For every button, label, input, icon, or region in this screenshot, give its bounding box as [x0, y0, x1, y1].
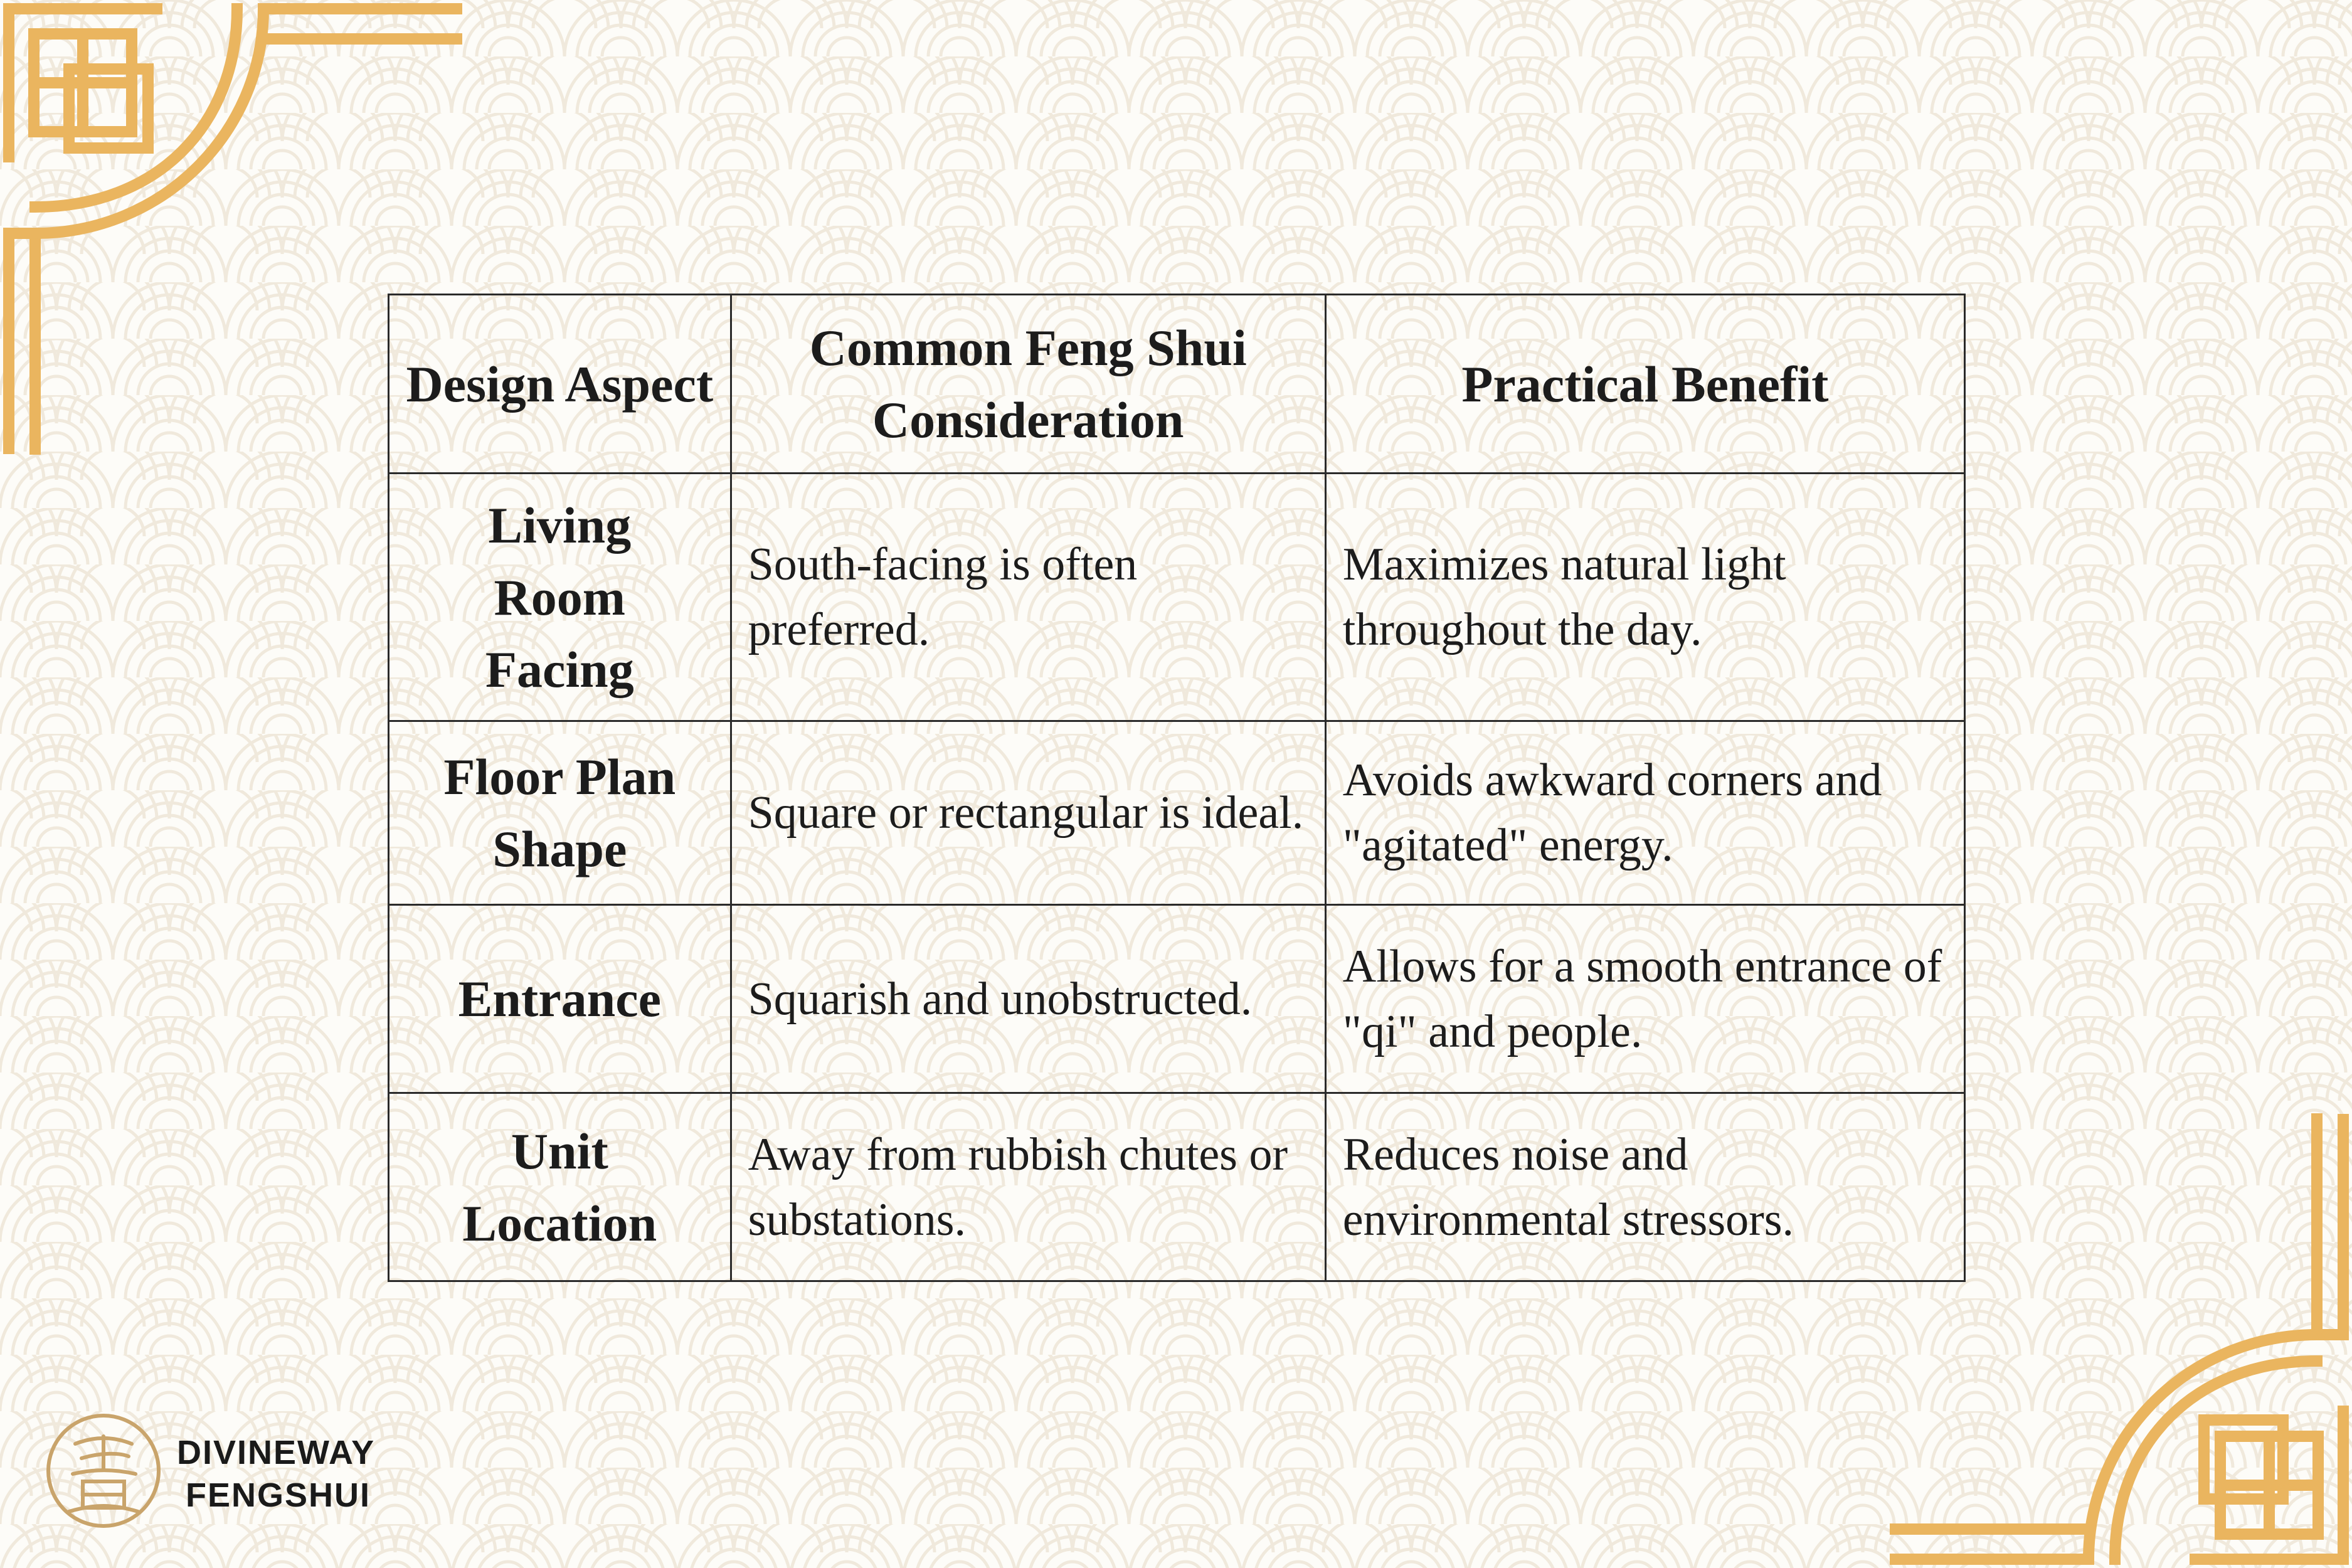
- aspect-cell: Entrance: [389, 905, 731, 1093]
- table-row: [389, 1093, 1965, 1281]
- aspect-cell: [389, 721, 731, 905]
- benefit-cell: Reduces noise and environmental stressors.: [1325, 1093, 1964, 1281]
- benefit-cell: Allows for a smooth entrance of "qi" and people.: [1325, 905, 1964, 1093]
- consideration-cell: South-facing is often preferred.: [731, 474, 1325, 721]
- benefit-cell: Avoids awkward corners and "agitated" energy.: [1325, 721, 1964, 905]
- header-design-aspect: Design Aspect: [389, 295, 731, 474]
- brand-line1: DIVINEWAY: [177, 1434, 376, 1471]
- table-header-row: [389, 295, 1965, 474]
- feng-shui-table: [388, 294, 1966, 1282]
- header-consideration: Common Feng Shui Consideration: [731, 295, 1325, 474]
- aspect-cell: [389, 474, 731, 721]
- feng-shui-seal-icon: [44, 1411, 163, 1530]
- brand-line2: FENGSHUI: [186, 1476, 371, 1514]
- header-practical-benefit: Practical Benefit: [1325, 295, 1964, 474]
- table-row: [389, 905, 1965, 1093]
- benefit-cell: Maximizes natural light throughout the day.: [1325, 474, 1964, 721]
- aspect-cell: [389, 1093, 731, 1281]
- aspect-text: Living Room Facing: [485, 496, 634, 698]
- consideration-cell: Square or rectangular is ideal.: [731, 721, 1325, 905]
- table-row: [389, 721, 1965, 905]
- consideration-cell: Away from rubbish chutes or substations.: [731, 1093, 1325, 1281]
- table-row: [389, 474, 1965, 721]
- brand-wordmark: [177, 1431, 375, 1517]
- consideration-cell: Squarish and unobstructed.: [731, 905, 1325, 1093]
- aspect-text: Floor Plan Shape: [443, 748, 676, 877]
- aspect-text: Unit Location: [462, 1122, 657, 1252]
